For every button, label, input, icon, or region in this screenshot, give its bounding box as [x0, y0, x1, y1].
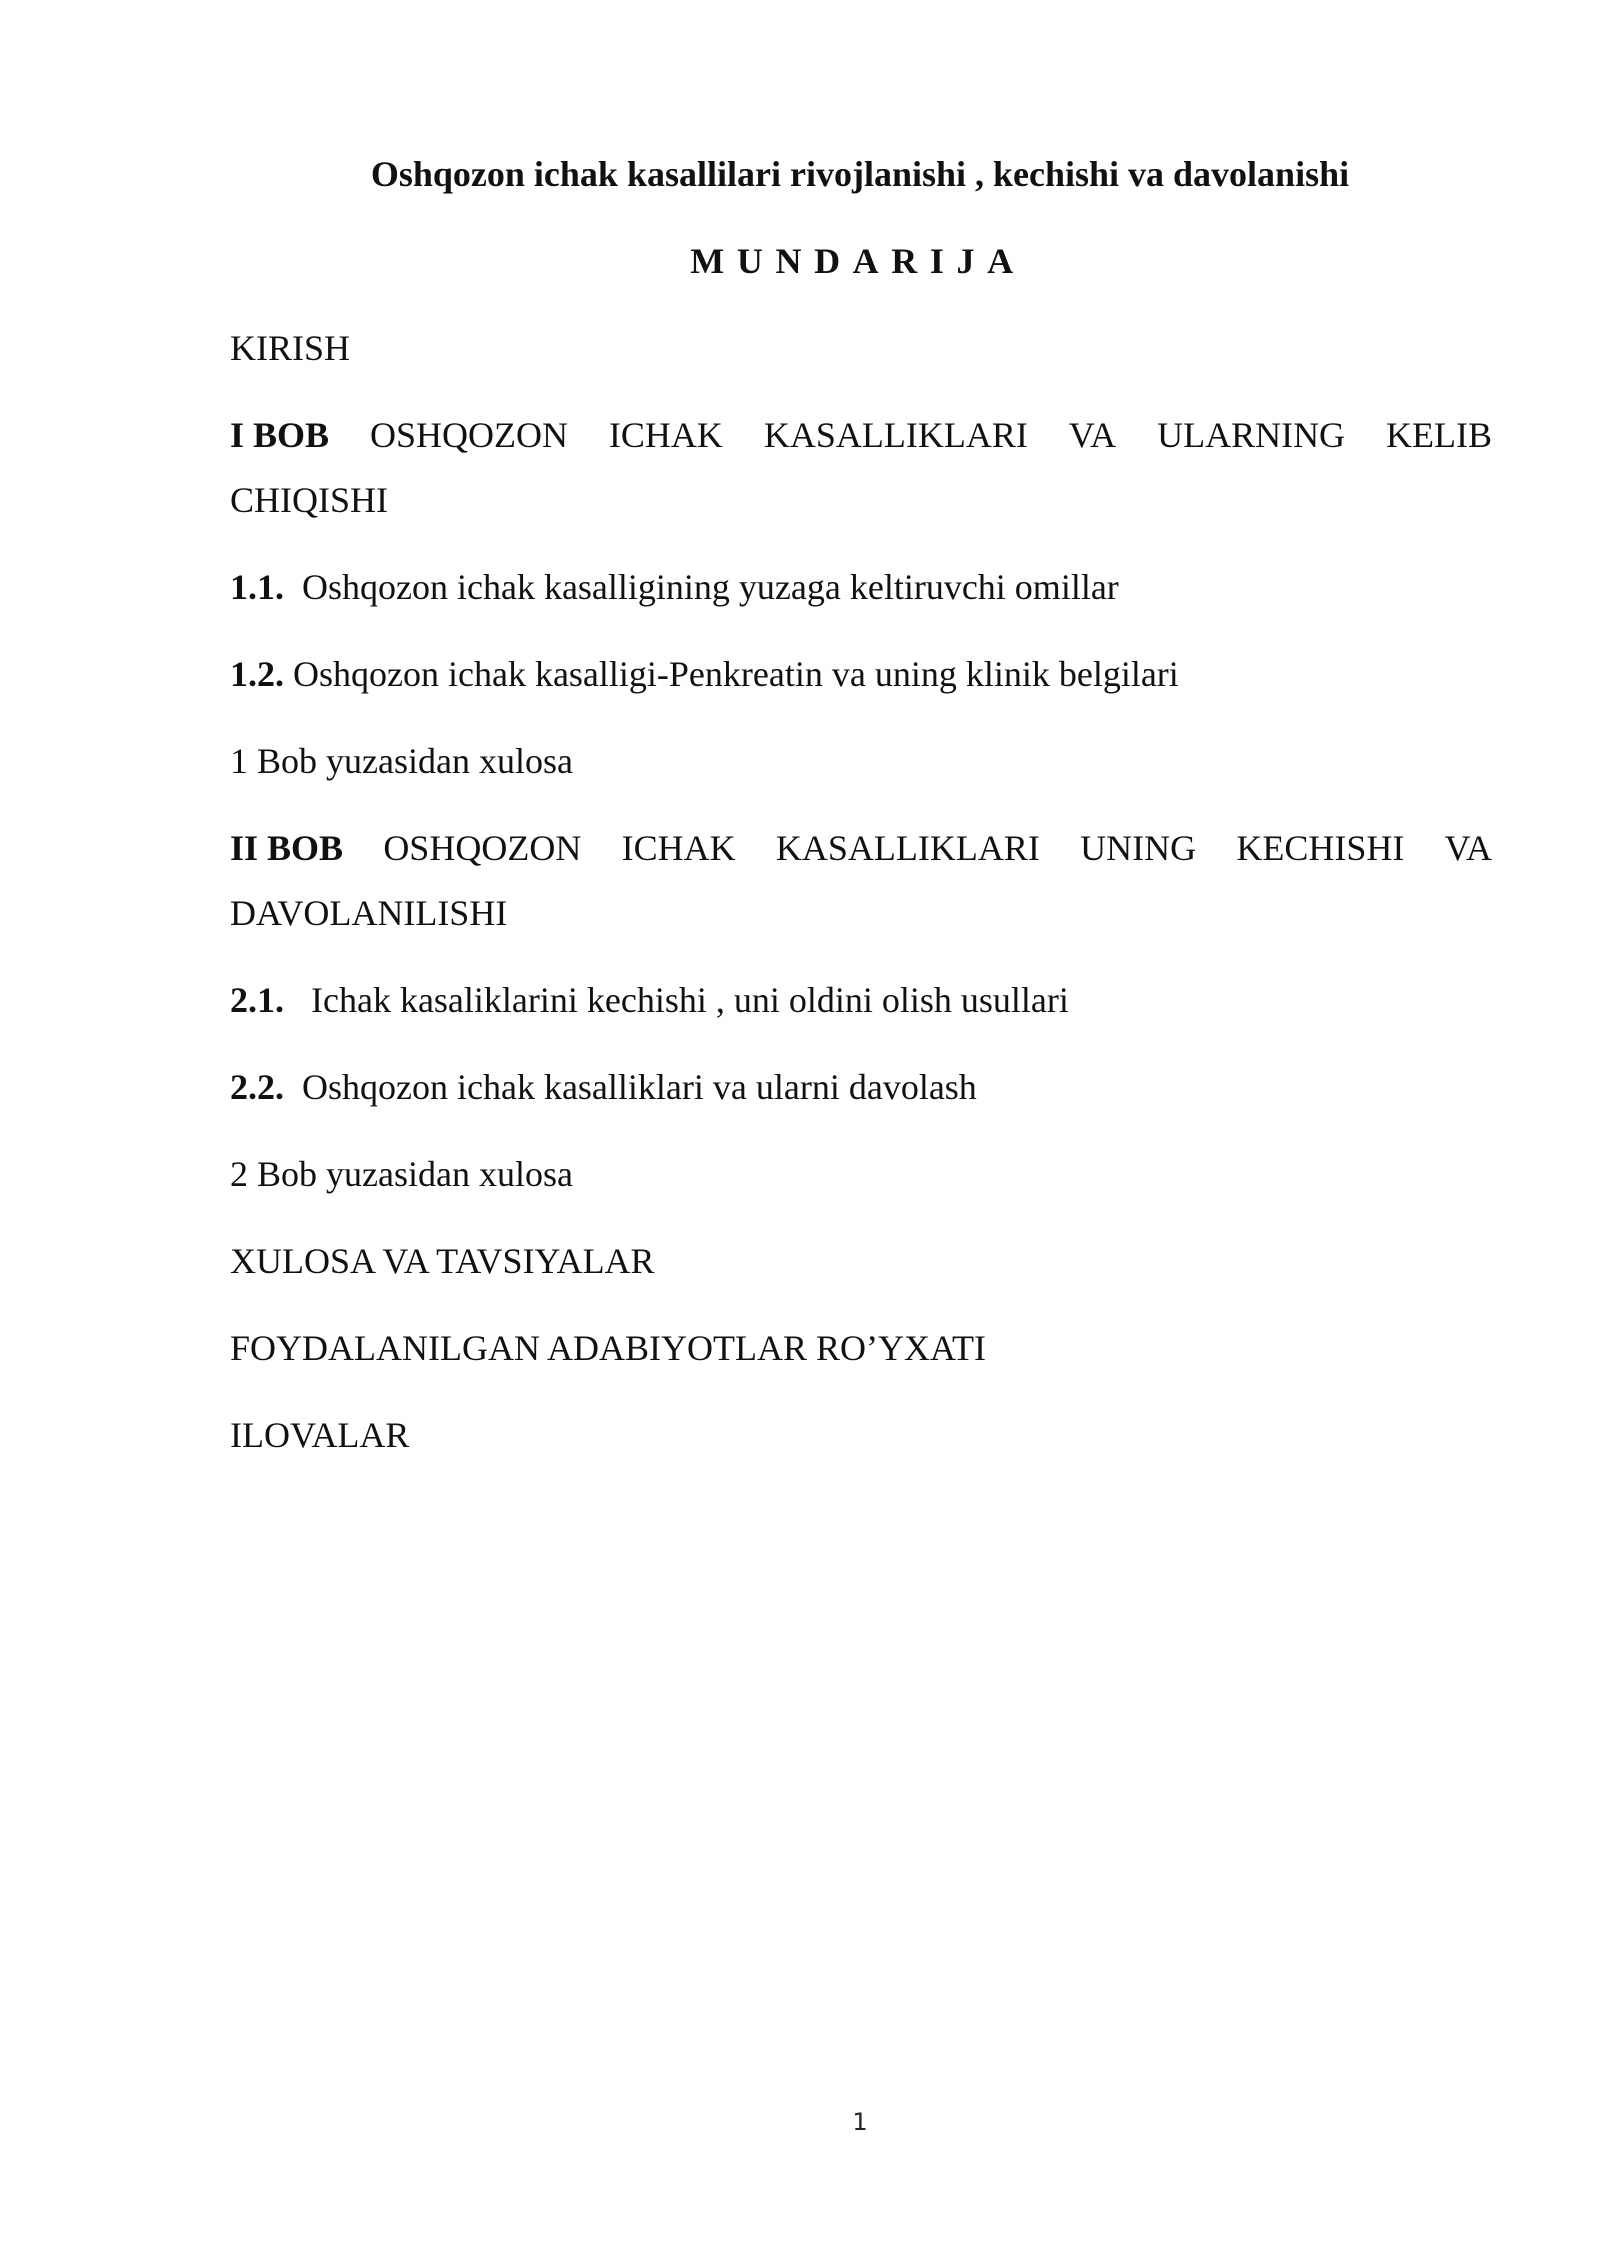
section-title: Ichak kasaliklarini kechishi , uni oldini olish usullari [311, 980, 1069, 1020]
chapter-2-word: KASALLIKLARI [775, 828, 1040, 868]
toc-summary-1: 1 Bob yuzasidan xulosa [230, 741, 573, 781]
page-number: 1 [852, 2108, 868, 2136]
toc-chapter-1-continued: CHIQISHI [230, 480, 388, 520]
chapter-1-word: KASALLIKLARI [763, 415, 1028, 455]
toc-chapter-2-continued: DAVOLANILISHI [230, 893, 508, 933]
chapter-2-word: VA [1444, 828, 1492, 868]
section-title: Oshqozon ichak kasalligining yuzaga keltiruvchi omillar [302, 567, 1119, 607]
toc-section-1-1 [230, 555, 1492, 620]
chapter-1-word: KELIB [1386, 415, 1492, 455]
toc-conclusion: XULOSA VA TAVSIYALAR [230, 1241, 655, 1281]
section-number: 1.1. [230, 567, 284, 607]
section-title: Oshqozon ichak kasalliklari va ularni davolash [302, 1067, 977, 1107]
contents-heading: MUNDARIJA [690, 241, 1026, 281]
toc-section-2-2 [230, 1055, 1492, 1120]
section-number: 2.2. [230, 1067, 284, 1107]
chapter-1-word: ULARNING [1157, 415, 1346, 455]
section-number: 2.1. [230, 980, 284, 1020]
toc-section-1-2 [230, 642, 1492, 707]
document-title: Oshqozon ichak kasallilari rivojlanishi , kechishi va davolanishi [370, 154, 1350, 194]
chapter-2-word: ICHAK [621, 828, 736, 868]
toc-chapter-2 [230, 816, 1492, 881]
section-number: 1.2. [230, 654, 284, 694]
toc-summary-2: 2 Bob yuzasidan xulosa [230, 1154, 573, 1194]
toc-section-2-1 [230, 968, 1492, 1033]
chapter-1-word: ICHAK [608, 415, 723, 455]
chapter-2-word: KECHISHI [1236, 828, 1405, 868]
toc-appendix: ILOVALAR [230, 1415, 410, 1455]
chapter-2-word: UNING [1080, 828, 1197, 868]
chapter-1-word: VA [1068, 415, 1117, 455]
toc-intro: KIRISH [230, 328, 351, 368]
toc-references: FOYDALANILGAN ADABIYOTLAR RO’YXATI [230, 1328, 986, 1368]
section-title: Oshqozon ichak kasalligi-Penkreatin va uning klinik belgilari [293, 654, 1179, 694]
toc-chapter-1-line [230, 403, 1492, 468]
toc-chapter-1 [230, 403, 1492, 468]
chapter-1-word: OSHQOZON [369, 415, 568, 455]
toc-chapter-2-line [230, 816, 1492, 881]
chapter-2-label: II BOB [230, 828, 344, 868]
chapter-2-word: OSHQOZON [383, 828, 582, 868]
chapter-1-label: I BOB [230, 415, 330, 455]
